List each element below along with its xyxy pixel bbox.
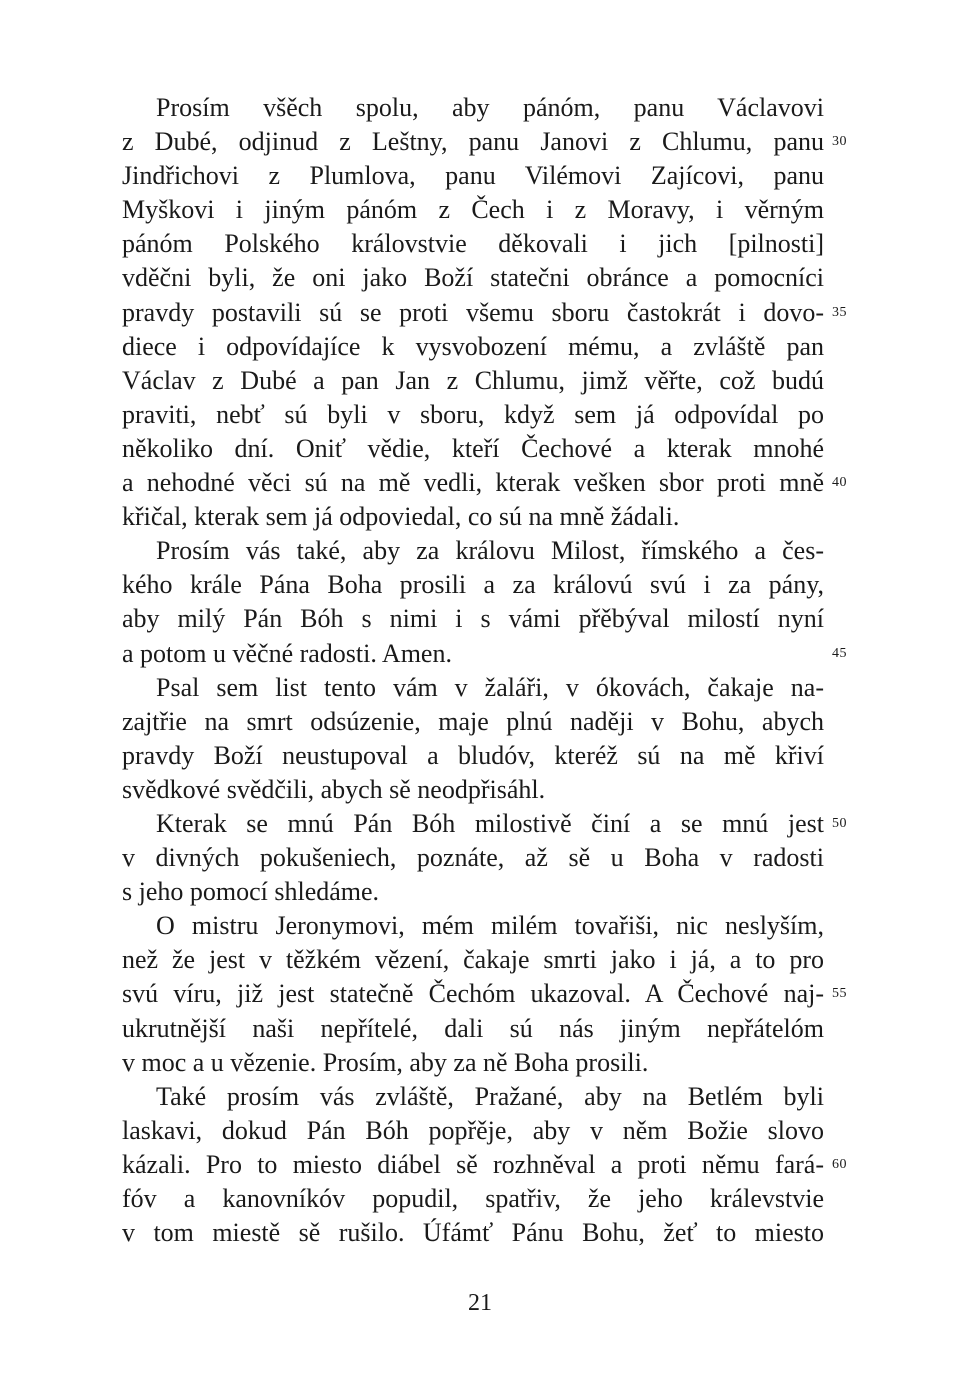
- line-text: diece i odpovídajíce k vysvobození mému, a zvláště pan: [122, 331, 824, 361]
- line-number: 60: [832, 1156, 847, 1172]
- text-line: [122, 91, 824, 125]
- text-line: [122, 1114, 824, 1148]
- text-line: [122, 193, 824, 227]
- text-line: [122, 977, 847, 1011]
- text-line: [122, 1080, 824, 1114]
- line-text: Psal sem list tento vám v žaláři, v ókovách, čakaje na-: [156, 672, 824, 702]
- text-line: [122, 261, 824, 295]
- line-text: vděčni byli, že oni jako Boží statečni obránce a pomocníci: [122, 263, 824, 293]
- text-line: [122, 1216, 824, 1250]
- line-text: Václav z Dubé a pan Jan z Chlumu, jimž věřte, což budú: [122, 365, 824, 395]
- line-text: laskavi, dokud Pán Bóh popřěje, aby v něm Božie slovo: [122, 1115, 824, 1145]
- text-line: [122, 159, 824, 193]
- line-text: ukrutnější naši nepřítelé, dali sú nás jiným nepřátelóm: [122, 1013, 824, 1043]
- text-line: [122, 296, 847, 330]
- line-number: 30: [832, 134, 847, 150]
- text-line: [122, 568, 824, 602]
- body-text: [122, 91, 847, 1250]
- text-line: [122, 943, 824, 977]
- text-line: [122, 773, 824, 807]
- line-text: kázali. Pro to miesto diábel sě rozhněval a proti němu fará-: [122, 1149, 824, 1179]
- text-line: [122, 227, 824, 261]
- line-text: a potom u věčné radosti. Amen.: [122, 638, 452, 668]
- line-number: 55: [832, 986, 847, 1002]
- line-text: a nehodné věci sú na mě vedli, kterak vešken sbor proti mně: [122, 468, 824, 498]
- text-line: [122, 807, 847, 841]
- text-line: [122, 330, 824, 364]
- line-number: 40: [832, 475, 847, 491]
- text-line: [122, 1182, 824, 1216]
- text-line: [122, 534, 824, 568]
- line-text: svú víru, již jest statečně Čechóm ukazoval. A Čechové naj-: [122, 979, 824, 1009]
- line-text: aby milý Pán Bóh s nimi i s vámi přěbýval milostí nyní: [122, 604, 824, 634]
- text-line: [122, 909, 824, 943]
- line-text: Jindřichovi z Plumlova, panu Vilémovi Zajícovi, panu: [122, 161, 824, 191]
- text-line: [122, 1148, 847, 1182]
- line-text: fóv a kanovníkóv popudil, spatřiv, že jeho králevstvie: [122, 1184, 824, 1213]
- text-line: [122, 364, 824, 398]
- text-line: [122, 875, 824, 909]
- line-text: několiko dní. Oniť vědie, kteří Čechové a kterak mnohé: [122, 433, 824, 463]
- line-text: Prosím všěch spolu, aby pánóm, panu Václavovi: [156, 93, 824, 122]
- text-line: [122, 125, 847, 159]
- line-text: kého krále Pána Boha prosili a za královú svú i za pány,: [122, 570, 824, 600]
- text-line: [122, 671, 824, 705]
- line-number: 45: [832, 645, 847, 661]
- line-text: Myškovi i jiným pánóm z Čech i z Moravy, i věrným: [122, 195, 824, 225]
- line-text: pravdy postavili sú se proti všemu sboru častokrát i dovo-: [122, 297, 824, 327]
- text-line: [122, 841, 824, 875]
- line-text: v divných pokušeniech, poznáte, až sě u Boha v radosti: [122, 843, 824, 873]
- line-text: než že jest v těžkém vězení, čakaje smrti jako i já, a to pro: [122, 945, 824, 975]
- line-text: křičal, kterak sem já odpoviedal, co sú na mně žádali.: [122, 502, 680, 532]
- line-text: pravdy Boží neustupoval a bludóv, kteréž sú na mě křiví: [122, 740, 824, 770]
- line-text: z Dubé, odjinud z Leštny, panu Janovi z Chlumu, panu: [122, 127, 824, 157]
- line-text: zajtřie na smrt odsúzenie, maje plnú naději v Bohu, abych: [122, 706, 824, 736]
- text-line: [122, 739, 824, 773]
- line-number: 50: [832, 815, 847, 831]
- line-text: s jeho pomocí shledáme.: [122, 877, 380, 907]
- text-line: [122, 1012, 824, 1046]
- line-text: v moc a u vězenie. Prosím, aby za ně Boha prosili.: [122, 1047, 649, 1077]
- line-text: Prosím vás také, aby za královu Milost, římského a čes-: [156, 536, 824, 566]
- line-text: pánóm Polského královstvie děkovali i jich [pilnosti]: [122, 229, 824, 259]
- text-line: [122, 432, 824, 466]
- line-text: praviti, nebť sú byli v sboru, když sem já odpovídal po: [122, 399, 824, 429]
- text-line: [122, 466, 847, 500]
- line-text: Kterak se mnú Pán Bóh milostivě činí a se mnú jest: [156, 808, 824, 838]
- text-line: [122, 500, 824, 534]
- text-line: [122, 602, 824, 636]
- line-text: svědkové svědčili, abych sě neodpřisáhl.: [122, 774, 546, 804]
- page-number: 21: [468, 1290, 492, 1316]
- text-line: [122, 705, 824, 739]
- line-text: v tom miestě sě rušilo. Úfámť Pánu Bohu, žeť to miesto: [122, 1218, 824, 1248]
- text-line: [122, 398, 824, 432]
- text-line: [122, 1046, 824, 1080]
- line-number: 35: [832, 304, 847, 320]
- line-text: O mistru Jeronymovi, mém milém tovařiši, nic neslyším,: [156, 911, 824, 941]
- line-text: Také prosím vás zvláště, Pražané, aby na Betlém byli: [156, 1081, 824, 1111]
- text-line: [122, 637, 847, 671]
